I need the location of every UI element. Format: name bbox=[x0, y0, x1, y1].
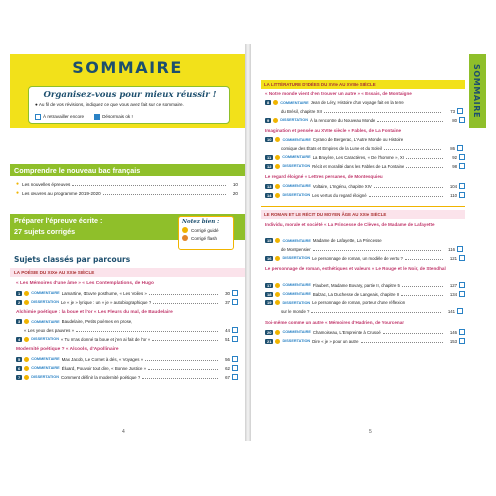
dot-leader bbox=[324, 110, 441, 113]
progress-checkbox[interactable] bbox=[459, 291, 465, 297]
entry-text: Le personnage de roman, porteur d'une réflexion bbox=[312, 300, 406, 305]
side-tab bbox=[469, 54, 486, 128]
entry-number: 4 bbox=[18, 336, 21, 342]
entry-text: Madame de Lafayette, La Princesse bbox=[312, 238, 382, 243]
entry-page: 104 bbox=[449, 183, 457, 189]
guided-icon bbox=[275, 238, 280, 243]
parcours-title: Sujets classés par parcours bbox=[14, 255, 131, 264]
entry-number: 1 bbox=[18, 290, 21, 296]
poesie-band: LA POÉSIE DU XIXe AU XXIe SIÈCLE bbox=[10, 268, 245, 277]
list-item[interactable] bbox=[265, 282, 465, 288]
progress-checkbox[interactable] bbox=[457, 308, 463, 314]
list-item[interactable] bbox=[281, 308, 465, 314]
list-item[interactable] bbox=[265, 300, 465, 305]
progress-checkbox[interactable] bbox=[459, 255, 465, 261]
entry-page: 121 bbox=[449, 255, 457, 261]
entry-type: COMMENTAIRE bbox=[282, 137, 311, 142]
roman-band: LE ROMAN ET LE RÉCIT DU MOYEN ÂGE AU XXIe SIÈCLE bbox=[261, 210, 465, 219]
entry-page: 110 bbox=[450, 192, 457, 198]
dot-leader bbox=[313, 248, 441, 251]
dot-leader bbox=[405, 257, 443, 260]
entry-number: 3 bbox=[18, 319, 21, 324]
toc-page: 10 bbox=[232, 181, 238, 187]
entry-type: DISSERTATION bbox=[282, 256, 311, 260]
legend-flash-label: Corrigé flash bbox=[191, 235, 218, 241]
entry-text: Le « je » lyrique : un « je » autobiographique ? bbox=[60, 299, 152, 305]
entry-text: Balzac, La Duchesse de Langeais, chapitre II bbox=[312, 291, 400, 297]
guided-icon bbox=[273, 118, 278, 123]
dot-leader bbox=[384, 147, 441, 150]
toc-page: 20 bbox=[232, 190, 238, 196]
page-number: 4 bbox=[122, 429, 125, 435]
list-item[interactable] bbox=[16, 365, 238, 371]
progress-checkbox[interactable] bbox=[459, 117, 465, 123]
legend-todo-label: À retravailler encore bbox=[43, 114, 85, 120]
entry-type: COMMENTAIRE bbox=[31, 366, 60, 370]
advice-text-content: Au fil de vos révisions, indiquez ce que vous avez fait sur ce sommaire. bbox=[38, 102, 184, 107]
entry-number: 9 bbox=[267, 117, 270, 123]
progress-checkbox[interactable] bbox=[232, 290, 238, 296]
entry-type: DISSERTATION bbox=[282, 193, 311, 197]
guided-icon bbox=[275, 330, 280, 335]
dot-leader bbox=[383, 331, 443, 334]
side-tab-label: SOMMAIRE bbox=[472, 64, 481, 119]
list-item[interactable] bbox=[16, 319, 238, 324]
entry-text: Chamoiseau, L'Empreinte à Crusoé bbox=[312, 329, 381, 335]
advice-box bbox=[28, 86, 230, 124]
guided-icon bbox=[275, 283, 280, 288]
entry-type: DISSERTATION bbox=[282, 164, 311, 168]
guided-icon bbox=[275, 300, 280, 305]
entry-type: COMMENTAIRE bbox=[282, 238, 311, 243]
advice-legend bbox=[35, 114, 133, 120]
dot-leader bbox=[142, 376, 218, 379]
entry-type: COMMENTAIRE bbox=[280, 100, 309, 105]
list-item[interactable] bbox=[281, 246, 465, 252]
entry-number: 8 bbox=[267, 100, 270, 105]
entry-number: 13 bbox=[267, 183, 272, 189]
toc-label: Les œuvres au programme 2019-2020 bbox=[22, 190, 101, 196]
progress-checkbox[interactable] bbox=[232, 365, 238, 371]
dot-leader bbox=[406, 165, 443, 168]
entry-page: 134 bbox=[449, 291, 457, 297]
entry-page: 80 bbox=[452, 117, 457, 123]
entry-type: COMMENTAIRE bbox=[31, 319, 60, 324]
list-item[interactable] bbox=[16, 356, 238, 362]
guided-icon bbox=[273, 100, 278, 105]
list-item[interactable] bbox=[281, 108, 465, 114]
list-item[interactable] bbox=[16, 290, 238, 296]
entry-number: 15 bbox=[267, 238, 272, 243]
section-divider bbox=[261, 206, 465, 207]
entry-number: 18 bbox=[267, 291, 272, 297]
dot-leader bbox=[406, 156, 443, 159]
entry-text: sur le monde ? bbox=[281, 308, 310, 314]
guided-icon bbox=[275, 339, 280, 344]
list-item[interactable] bbox=[265, 329, 465, 335]
entry-type: DISSERTATION bbox=[31, 337, 59, 341]
entry-type: COMMENTAIRE bbox=[282, 330, 311, 334]
guided-icon bbox=[275, 193, 280, 198]
entry-text: « Les yeux des pauvres » bbox=[24, 327, 75, 333]
entry-text: Les vertus du regard éloigné bbox=[312, 192, 367, 198]
entry-number: 21 bbox=[267, 338, 272, 344]
dot-leader bbox=[401, 293, 443, 296]
left-page bbox=[10, 44, 245, 441]
entry-text: Baudelaire, Petits poèmes en prose, bbox=[61, 319, 133, 324]
advice-title: Organisez-vous pour mieux réussir ! bbox=[43, 90, 217, 100]
guided-icon bbox=[275, 292, 280, 297]
entry-number: 11 bbox=[267, 154, 272, 160]
list-item[interactable] bbox=[265, 117, 465, 123]
progress-checkbox[interactable] bbox=[457, 108, 463, 114]
checkbox-icon bbox=[35, 114, 41, 120]
legend-title: Notez bien : bbox=[182, 219, 220, 225]
entry-text: « Tu m'as donné ta boue et j'en ai fait de l'or » bbox=[60, 336, 151, 342]
dot-leader bbox=[369, 194, 443, 197]
entry-type: DISSERTATION bbox=[31, 375, 59, 379]
list-item[interactable] bbox=[265, 338, 465, 344]
prep-heading-line1: Préparer l'épreuve écrite : bbox=[14, 216, 103, 225]
guided-icon bbox=[24, 291, 29, 296]
entry-text: Dire « je » pour un autre bbox=[312, 338, 359, 344]
progress-checkbox[interactable] bbox=[232, 374, 238, 380]
dot-leader bbox=[149, 292, 218, 295]
entry-text: Comment définir la modernité poétique ? bbox=[60, 374, 141, 380]
progress-checkbox[interactable] bbox=[457, 145, 463, 151]
entry-type: COMMENTAIRE bbox=[282, 292, 311, 296]
entry-type: COMMENTAIRE bbox=[31, 357, 60, 361]
entry-type: COMMENTAIRE bbox=[282, 184, 311, 188]
list-item[interactable] bbox=[265, 255, 465, 261]
toc-label: Les nouvelles épreuves bbox=[22, 181, 71, 187]
entry-text: Max Jacob, Le Cornet à dés, « Voyages » bbox=[61, 356, 144, 362]
group-title: Alchimie poétique : la boue et l'or « Les Fleurs du mal, de Baudelaire bbox=[16, 310, 173, 315]
list-item[interactable] bbox=[16, 336, 238, 342]
list-item[interactable] bbox=[265, 192, 465, 198]
toc-line[interactable] bbox=[16, 181, 238, 187]
guided-icon bbox=[24, 337, 29, 342]
legend-done bbox=[94, 114, 133, 120]
progress-checkbox[interactable] bbox=[459, 338, 465, 344]
entry-page: 86 bbox=[450, 145, 455, 151]
group-title: Soi-même comme un autre « Mémoires d'Hadrien, de Yourcenar bbox=[265, 320, 405, 325]
progress-checkbox[interactable] bbox=[459, 154, 465, 160]
advice-text: ● Au fil de vos révisions, indiquez ce que vous avez fait sur ce sommaire. bbox=[35, 102, 184, 107]
list-item[interactable] bbox=[16, 374, 238, 380]
dot-leader bbox=[402, 284, 443, 287]
dot-leader bbox=[153, 301, 218, 304]
guided-icon bbox=[275, 184, 280, 189]
dot-leader bbox=[377, 119, 443, 122]
entry-page: 92 bbox=[452, 154, 457, 160]
entry-number: 2 bbox=[18, 299, 21, 305]
litterature-band: LA LITTÉRATURE D'IDÉES DU XVIe AU XVIIIe SIÈCLE bbox=[261, 80, 465, 89]
legend-flash bbox=[182, 235, 230, 241]
dot-leader bbox=[76, 329, 218, 332]
dot-leader bbox=[72, 183, 226, 186]
dot-leader bbox=[145, 358, 218, 361]
legend-box bbox=[178, 216, 234, 250]
entry-page: 98 bbox=[452, 163, 457, 169]
flash-icon bbox=[182, 235, 188, 241]
entry-text: Jean de Léry, Histoire d'un voyage fait en la terre bbox=[310, 100, 404, 105]
entry-page: 44 bbox=[225, 327, 230, 333]
entry-type: DISSERTATION bbox=[31, 300, 59, 304]
entry-number: 16 bbox=[267, 255, 272, 261]
dot-leader bbox=[361, 340, 444, 343]
group-title: « Les Mémoires d'une âme » « Les Contemplations, de Hugo bbox=[16, 281, 154, 286]
guided-icon bbox=[24, 375, 29, 380]
book-spread bbox=[0, 44, 496, 441]
entry-text: Lamartine, Œuvre posthume, « Les Voiles » bbox=[61, 290, 147, 296]
legend-todo bbox=[35, 114, 84, 120]
entry-page: 127 bbox=[449, 282, 457, 288]
entry-number: 7 bbox=[18, 374, 21, 380]
bullet-icon: ● bbox=[16, 181, 20, 187]
progress-checkbox[interactable] bbox=[459, 282, 465, 288]
legend-guided bbox=[182, 227, 230, 233]
progress-checkbox[interactable] bbox=[232, 327, 238, 333]
entry-page: 153 bbox=[449, 338, 457, 344]
prep-heading-line2: 27 sujets corrigés bbox=[14, 227, 76, 236]
entry-number: 6 bbox=[18, 365, 21, 371]
entry-text: Le personnage de roman, un modèle de vertu ? bbox=[312, 255, 403, 261]
list-item[interactable] bbox=[265, 291, 465, 297]
entry-text: Cyrano de Bergerac, L'Autre Monde ou Histoire bbox=[312, 137, 404, 142]
bac-heading: Comprendre le nouveau bac français bbox=[10, 164, 245, 176]
guided-icon bbox=[275, 137, 280, 142]
entry-page: 116 bbox=[448, 246, 455, 252]
entry-text: Flaubert, Madame Bovary, partie II, chapitre 5 bbox=[312, 282, 400, 288]
group-title: Modernité poétique ? « Alcools, d'Apollinaire bbox=[16, 347, 119, 352]
entry-number: 12 bbox=[267, 163, 272, 169]
entry-page: 67 bbox=[225, 374, 230, 380]
progress-checkbox[interactable] bbox=[232, 299, 238, 305]
progress-checkbox[interactable] bbox=[232, 356, 238, 362]
list-item[interactable] bbox=[281, 145, 465, 151]
progress-checkbox[interactable] bbox=[457, 246, 463, 252]
entry-page: 37 bbox=[225, 299, 230, 305]
entry-type: COMMENTAIRE bbox=[282, 283, 311, 287]
entry-text: Récit et moralité dans les Fables de La Fontaine bbox=[312, 163, 405, 169]
entry-type: COMMENTAIRE bbox=[282, 155, 311, 159]
entry-type: DISSERTATION bbox=[282, 339, 311, 343]
entry-number: 17 bbox=[267, 282, 272, 288]
group-title: Le regard éloigné « Lettres persanes, de Montesquieu bbox=[265, 174, 383, 179]
guided-icon bbox=[275, 164, 280, 169]
list-item[interactable] bbox=[265, 137, 465, 142]
group-title: Individu, morale et société « La Princesse de Clèves, de Madame de Lafayette bbox=[265, 222, 435, 227]
entry-text: de Montpensier bbox=[281, 246, 311, 252]
list-item[interactable] bbox=[265, 100, 465, 105]
bullet-icon: ● bbox=[16, 190, 20, 196]
list-item[interactable] bbox=[265, 154, 465, 160]
entry-page: 146 bbox=[449, 329, 457, 335]
dot-leader bbox=[148, 367, 218, 370]
guided-icon bbox=[24, 300, 29, 305]
group-title: Le personnage de roman, esthétiques et valeurs « Le Rouge et le Noir, de Stendhal bbox=[265, 266, 446, 271]
dot-leader bbox=[311, 310, 441, 313]
dot-leader bbox=[152, 338, 218, 341]
guided-icon bbox=[24, 366, 29, 371]
list-item[interactable] bbox=[265, 238, 465, 243]
entry-text: Éluard, Pouvoir tout dire, « Bonne Justice » bbox=[61, 365, 147, 371]
guided-icon bbox=[275, 256, 280, 261]
entry-type: DISSERTATION bbox=[280, 118, 308, 122]
entry-number: 10 bbox=[267, 137, 272, 142]
toc-line[interactable] bbox=[16, 190, 238, 196]
entry-text: Voltaire, L'Ingénu, chapitre XIV bbox=[312, 183, 372, 189]
entry-page: 51 bbox=[225, 336, 230, 342]
list-item[interactable] bbox=[265, 183, 465, 189]
guided-icon bbox=[182, 227, 188, 233]
page-number: 5 bbox=[369, 429, 372, 435]
progress-checkbox[interactable] bbox=[232, 336, 238, 342]
entry-page: 141 bbox=[447, 308, 455, 314]
checked-box-icon bbox=[94, 114, 100, 120]
guided-icon bbox=[24, 357, 29, 362]
entry-type: COMMENTAIRE bbox=[31, 291, 60, 295]
entry-text: À la rencontre du Nouveau Monde bbox=[309, 117, 376, 123]
entry-type: DISSERTATION bbox=[282, 300, 311, 305]
right-page bbox=[251, 44, 486, 441]
entry-text: La Bruyère, Les Caractères, « De l'homme », XI bbox=[312, 154, 404, 160]
progress-checkbox[interactable] bbox=[459, 163, 465, 169]
entry-page: 62 bbox=[225, 365, 230, 371]
entry-text: comique des États et Empires de la Lune et du Soleil bbox=[281, 145, 382, 151]
progress-checkbox[interactable] bbox=[459, 329, 465, 335]
entry-number: 14 bbox=[267, 192, 272, 198]
guided-icon bbox=[24, 319, 29, 324]
guided-icon bbox=[275, 155, 280, 160]
dot-leader bbox=[374, 185, 443, 188]
list-item[interactable] bbox=[265, 163, 465, 169]
progress-checkbox[interactable] bbox=[459, 192, 465, 198]
entry-page: 30 bbox=[225, 290, 230, 296]
entry-page: 73 bbox=[450, 108, 455, 114]
entry-page: 56 bbox=[225, 356, 230, 362]
dot-leader bbox=[103, 192, 226, 195]
legend-done-label: Désormais ok ! bbox=[102, 114, 133, 120]
progress-checkbox[interactable] bbox=[459, 183, 465, 189]
entry-text: du Brésil, chapitre XII bbox=[281, 108, 322, 114]
page-title: SOMMAIRE bbox=[72, 58, 183, 77]
group-title: Imagination et pensée au XVIIe siècle « Fables, de La Fontaine bbox=[265, 128, 402, 133]
list-item[interactable] bbox=[16, 299, 238, 305]
entry-number: 20 bbox=[267, 329, 272, 335]
legend-guided-label: Corrigé guidé bbox=[191, 227, 219, 233]
list-item[interactable] bbox=[16, 327, 238, 333]
group-title: « Notre monde vient d'en trouver un autre » « Essais, de Montaigne bbox=[265, 91, 412, 96]
entry-number: 5 bbox=[18, 356, 21, 362]
entry-number: 19 bbox=[267, 300, 272, 305]
